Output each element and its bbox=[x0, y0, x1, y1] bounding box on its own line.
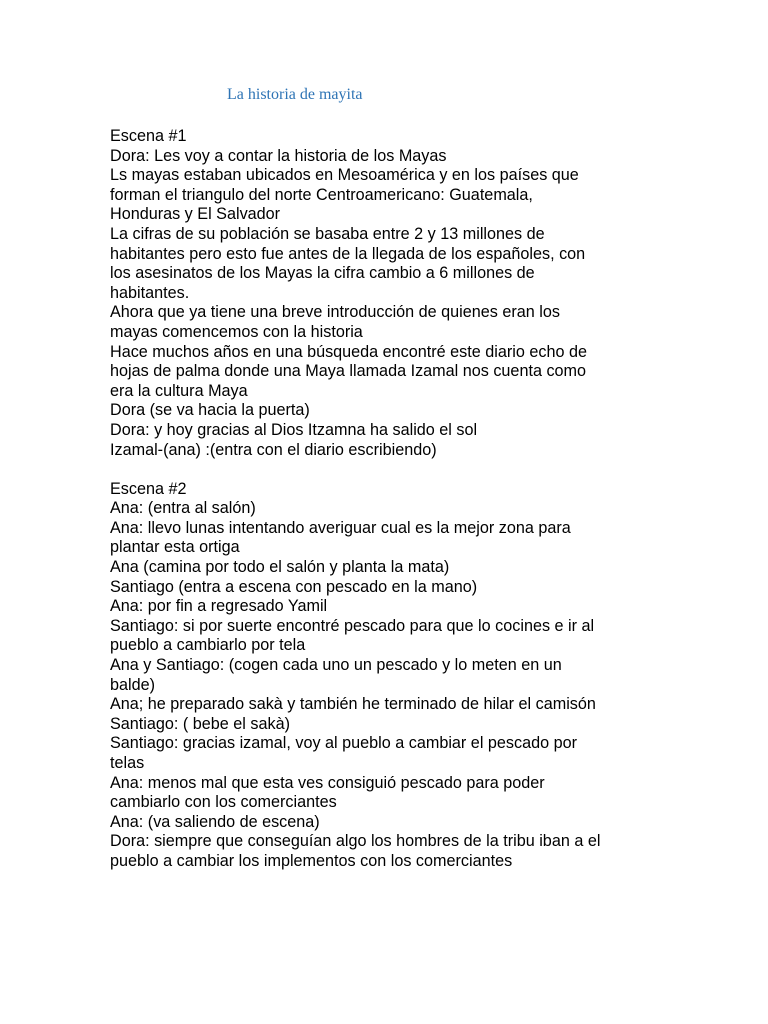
document-body bbox=[110, 127, 670, 872]
script-line: Ana: llevo lunas intentando averiguar cual es la mejor zona para bbox=[110, 518, 571, 537]
script-line: Ana: menos mal que esta ves consiguió pescado para poder bbox=[110, 773, 545, 792]
script-line: Santiago (entra a escena con pescado en la mano) bbox=[110, 577, 478, 596]
scene-heading: Escena #2 bbox=[110, 479, 187, 498]
script-line: Honduras y El Salvador bbox=[110, 205, 281, 224]
script-line: La cifras de su población se basaba entre 2 y 13 millones de bbox=[110, 224, 545, 243]
script-line: era la cultura Maya bbox=[110, 381, 248, 400]
document-title: La historia de mayita bbox=[227, 86, 363, 103]
script-line: mayas comencemos con la historia bbox=[110, 322, 363, 341]
script-line: pueblo a cambiarlo por tela bbox=[110, 636, 306, 655]
script-line: Dora: siempre que conseguían algo los hombres de la tribu iban a el bbox=[110, 832, 601, 851]
scene-heading: Escena #1 bbox=[110, 127, 187, 145]
script-line: Hace muchos años en una búsqueda encontré este diario echo de bbox=[110, 342, 587, 361]
script-line: Ahora que ya tiene una breve introducción de quienes eran los bbox=[110, 303, 560, 322]
script-line: habitantes. bbox=[110, 283, 190, 302]
script-line: Ls mayas estaban ubicados en Mesoamérica y en los países que bbox=[110, 166, 579, 185]
script-line: balde) bbox=[110, 675, 155, 694]
script-line: Santiago: gracias izamal, voy al pueblo a cambiar el pescado por bbox=[110, 734, 578, 753]
script-line: cambiarlo con los comerciantes bbox=[110, 793, 337, 812]
script-line: Santiago: ( bebe el sakà) bbox=[110, 714, 290, 733]
script-line: los asesinatos de los Mayas la cifra cambio a 6 millones de bbox=[110, 264, 535, 283]
script-line: Ana: (entra al salón) bbox=[110, 499, 256, 518]
script-line: forman el triangulo del norte Centroamericano: Guatemala, bbox=[110, 185, 533, 204]
script-line: Ana: (va saliendo de escena) bbox=[110, 812, 320, 831]
script-line: Dora: Les voy a contar la historia de los Mayas bbox=[110, 146, 447, 165]
scene-separator bbox=[110, 460, 670, 480]
script-line: Santiago: si por suerte encontré pescado para que lo cocines e ir al bbox=[110, 616, 595, 635]
script-line: habitantes pero esto fue antes de la llegada de los españoles, con bbox=[110, 244, 586, 263]
script-line: pueblo a cambiar los implementos con los comerciantes bbox=[110, 851, 513, 870]
script-line: Ana y Santiago: (cogen cada uno un pescado y lo meten en un bbox=[110, 656, 562, 675]
script-line: Dora: y hoy gracias al Dios Itzamna ha salido el sol bbox=[110, 420, 478, 439]
script-line: Izamal-(ana) :(entra con el diario escribiendo) bbox=[110, 440, 437, 459]
script-line: Ana (camina por todo el salón y planta la mata) bbox=[110, 558, 450, 577]
script-line: Ana: por fin a regresado Yamil bbox=[110, 597, 328, 616]
script-line: hojas de palma donde una Maya llamada Izamal nos cuenta como bbox=[110, 362, 587, 381]
script-line: Dora (se va hacia la puerta) bbox=[110, 401, 310, 420]
script-line: plantar esta ortiga bbox=[110, 538, 240, 557]
script-line: telas bbox=[110, 754, 145, 772]
script-line: Ana; he preparado sakà y también he terminado de hilar el camisón bbox=[110, 695, 596, 714]
